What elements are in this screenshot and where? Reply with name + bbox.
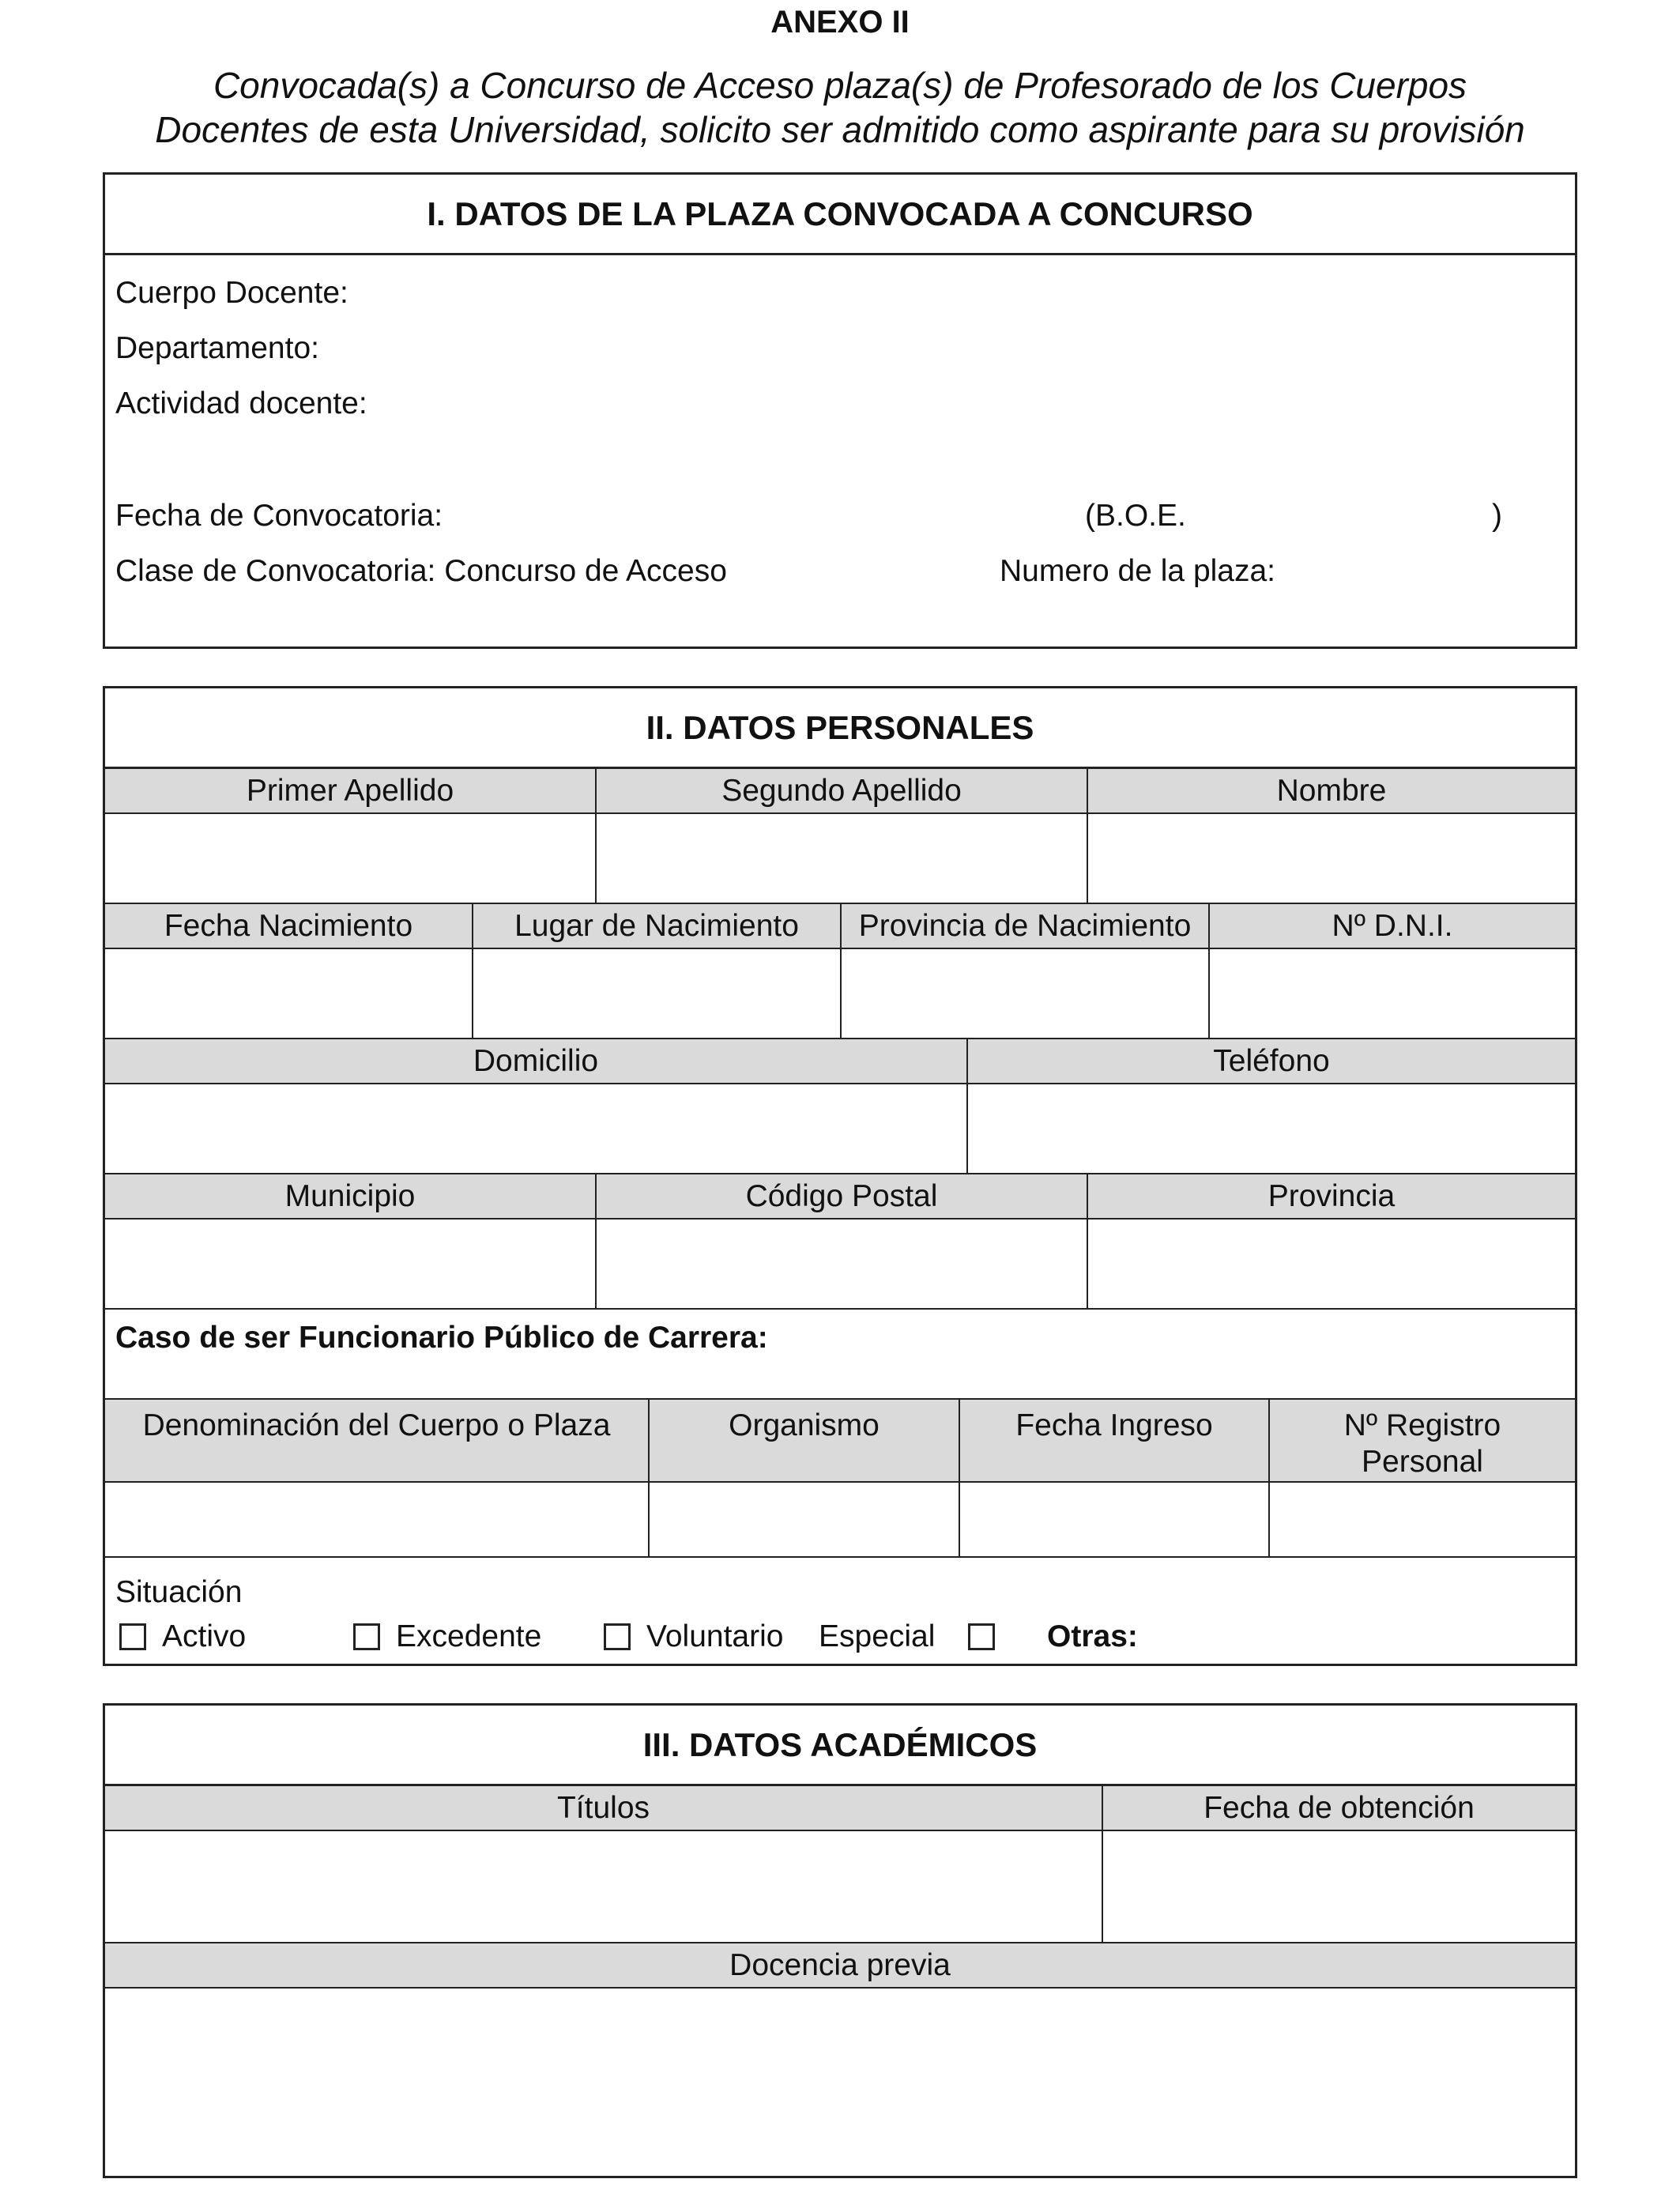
fecha-ingreso-header [960, 1400, 1270, 1483]
boe-open-label: (B.O.E. [1085, 499, 1186, 533]
provincia-field[interactable] [1088, 1220, 1575, 1310]
especial-label: Especial [819, 1619, 936, 1653]
dni-header: Nº D.N.I. [1210, 904, 1575, 949]
clase-convocatoria-label: Clase de Convocatoria: Concurso de Acceso [115, 554, 727, 588]
provincia-nacimiento-field[interactable] [842, 949, 1210, 1039]
segundo-apellido-header: Segundo Apellido [597, 769, 1088, 814]
subtitle-line-1: Convocada(s) a Concurso de Acceso plaza(s) de Profesorado de los Cuerpos [213, 65, 1467, 106]
fecha-ingreso-field[interactable] [960, 1483, 1270, 1558]
situacion-label: Situación [115, 1575, 243, 1609]
fecha-obtencion-header: Fecha de obtención [1103, 1786, 1575, 1831]
excedente-label: Excedente [396, 1619, 542, 1653]
denominacion-field[interactable] [105, 1483, 650, 1558]
funcionario-label: Caso de ser Funcionario Público de Carrera: [115, 1321, 768, 1355]
boe-close-label: ) [1492, 499, 1502, 533]
activo-label: Activo [162, 1619, 247, 1653]
nombre-field[interactable] [1088, 814, 1575, 904]
docencia-previa-header: Docencia previa [105, 1943, 1575, 1989]
registro-personal-field[interactable] [1270, 1483, 1575, 1558]
provincia-header: Provincia [1088, 1174, 1575, 1220]
dni-field[interactable] [1210, 949, 1575, 1039]
segundo-apellido-field[interactable] [597, 814, 1088, 904]
registro-personal-header [1270, 1400, 1575, 1483]
codigo-postal-field[interactable] [597, 1220, 1088, 1310]
fecha-ingreso-label: Fecha Ingreso [1015, 1408, 1213, 1442]
annex-title: ANEXO II [770, 5, 910, 40]
section-personal [103, 686, 1577, 1666]
municipio-header: Municipio [105, 1174, 597, 1220]
section-academic-heading: III. DATOS ACADÉMICOS [105, 1706, 1575, 1786]
lugar-nacimiento-field[interactable] [473, 949, 842, 1039]
section-personal-heading: II. DATOS PERSONALES [105, 688, 1575, 769]
domicilio-header: Domicilio [105, 1039, 968, 1084]
codigo-postal-header: Código Postal [597, 1174, 1088, 1220]
docencia-previa-field[interactable] [105, 1989, 1575, 2176]
voluntario-label: Voluntario [646, 1619, 784, 1653]
especial-checkbox[interactable] [968, 1623, 995, 1650]
organismo-field[interactable] [650, 1483, 960, 1558]
organismo-label: Organismo [729, 1408, 880, 1442]
primer-apellido-field[interactable] [105, 814, 597, 904]
domicilio-field[interactable] [105, 1084, 968, 1174]
departamento-label: Departamento: [115, 331, 319, 365]
fecha-nacimiento-header: Fecha Nacimiento [105, 904, 473, 949]
otras-label: Otras: [1047, 1619, 1138, 1653]
titulos-header: Títulos [105, 1786, 1103, 1831]
subtitle-line-2: Docentes de esta Universidad, solicito ser admitido como aspirante para su provisión [155, 109, 1525, 150]
titulos-field[interactable] [105, 1831, 1103, 1943]
actividad-docente-label: Actividad docente: [115, 386, 367, 420]
telefono-header: Teléfono [968, 1039, 1575, 1084]
registro-label-line1: Nº Registro [1343, 1408, 1501, 1442]
fecha-nacimiento-field[interactable] [105, 949, 473, 1039]
organismo-header [650, 1400, 960, 1483]
registro-label-line2: Personal [1362, 1445, 1483, 1479]
numero-plaza-label: Numero de la plaza: [1000, 554, 1276, 588]
denominacion-label: Denominación del Cuerpo o Plaza [142, 1408, 611, 1442]
funcionario-row [105, 1310, 1575, 1400]
section-plaza [103, 172, 1577, 649]
provincia-nacimiento-header: Provincia de Nacimiento [842, 904, 1210, 949]
activo-checkbox[interactable] [119, 1623, 146, 1650]
cuerpo-docente-label: Cuerpo Docente: [115, 276, 348, 310]
lugar-nacimiento-header: Lugar de Nacimiento [473, 904, 842, 949]
voluntario-checkbox[interactable] [604, 1623, 631, 1650]
denominacion-header [105, 1400, 650, 1483]
primer-apellido-header: Primer Apellido [105, 769, 597, 814]
telefono-field[interactable] [968, 1084, 1575, 1174]
nombre-header: Nombre [1088, 769, 1575, 814]
section-plaza-heading: I. DATOS DE LA PLAZA CONVOCADA A CONCURSO [105, 175, 1575, 255]
fecha-convocatoria-label: Fecha de Convocatoria: [115, 499, 443, 533]
municipio-field[interactable] [105, 1220, 597, 1310]
section-academic [103, 1703, 1577, 2178]
fecha-obtencion-field[interactable] [1103, 1831, 1575, 1943]
excedente-checkbox[interactable] [353, 1623, 380, 1650]
